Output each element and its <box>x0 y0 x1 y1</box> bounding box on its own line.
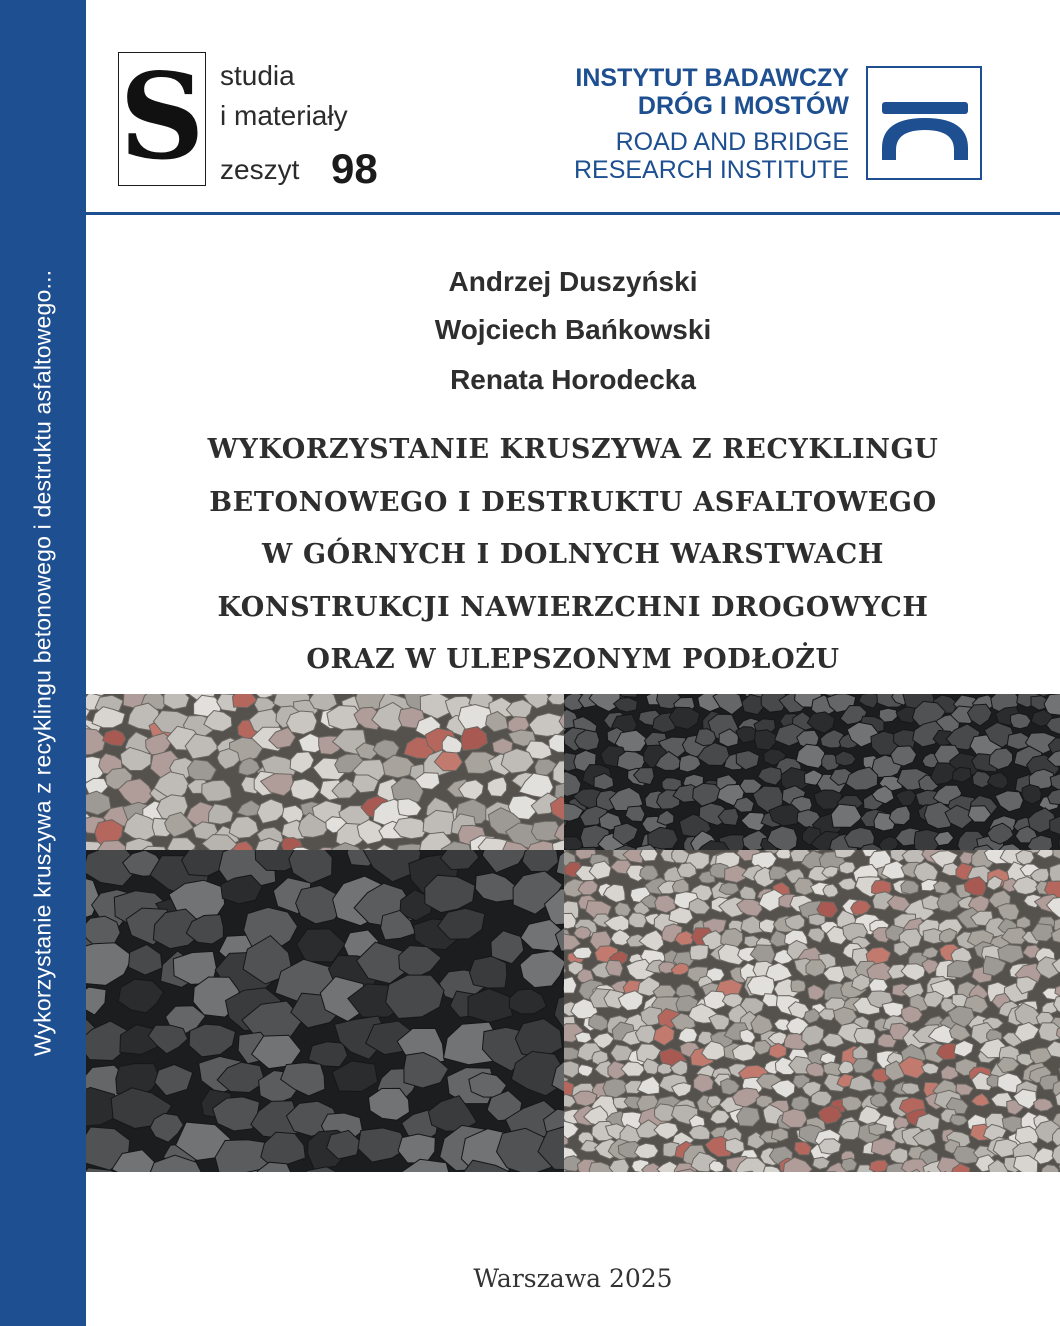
series-label-line2: i materiały <box>220 100 348 131</box>
bridge-arch-icon <box>868 68 980 178</box>
aggregate-photo-panel <box>86 794 642 1172</box>
aggregate-photo-panel <box>538 825 1060 1172</box>
series-label-zeszyt: zeszyt <box>220 154 300 185</box>
author-2: Wojciech Bańkowski <box>434 314 712 345</box>
title-line: WYKORZYSTANIE KRUSZYWA Z RECYKLINGU <box>207 434 939 465</box>
aggregate-photo-collage <box>86 694 1060 1172</box>
title-line: W GÓRNYCH I DOLNYCH WARSTWACH <box>262 539 884 570</box>
book-title <box>86 424 1060 687</box>
issue-number: 98 <box>331 145 378 192</box>
title-line: ORAZ W ULEPSZONYM PODŁOŻU <box>306 644 840 675</box>
series-label-line1: studia <box>220 60 295 91</box>
institute-name-pl-line1: INSTYTUT BADAWCZY <box>575 64 849 92</box>
author-3: Renata Horodecka <box>450 364 696 395</box>
series-logo <box>118 47 206 186</box>
title-line: BETONOWEGO I DESTRUKTU ASFALTOWEGO <box>209 486 937 518</box>
book-spine <box>0 0 86 1326</box>
institute-name-pl-line2: DRÓG I MOSTÓW <box>637 92 849 120</box>
spine-title: Wykorzystanie kruszywa z recyklingu betonowego i destruktu asfaltowego... <box>29 269 56 1057</box>
institute-name-en-line2: RESEARCH INSTITUTE <box>573 156 849 184</box>
series-logo-letter: S <box>119 47 205 186</box>
header-divider <box>86 212 1060 215</box>
aggregate-collage-svg <box>86 694 1060 1172</box>
title-line: KONSTRUKCJI NAWIERZCHNI DROGOWYCH <box>217 591 929 623</box>
institute-logo <box>866 66 982 180</box>
place-and-year: Warszawa 2025 <box>473 1264 673 1293</box>
author-1: Andrzej Duszyński <box>448 266 698 297</box>
aggregate-photo-panel <box>533 694 1060 877</box>
institute-name-en-line1: ROAD AND BRIDGE <box>615 128 849 156</box>
